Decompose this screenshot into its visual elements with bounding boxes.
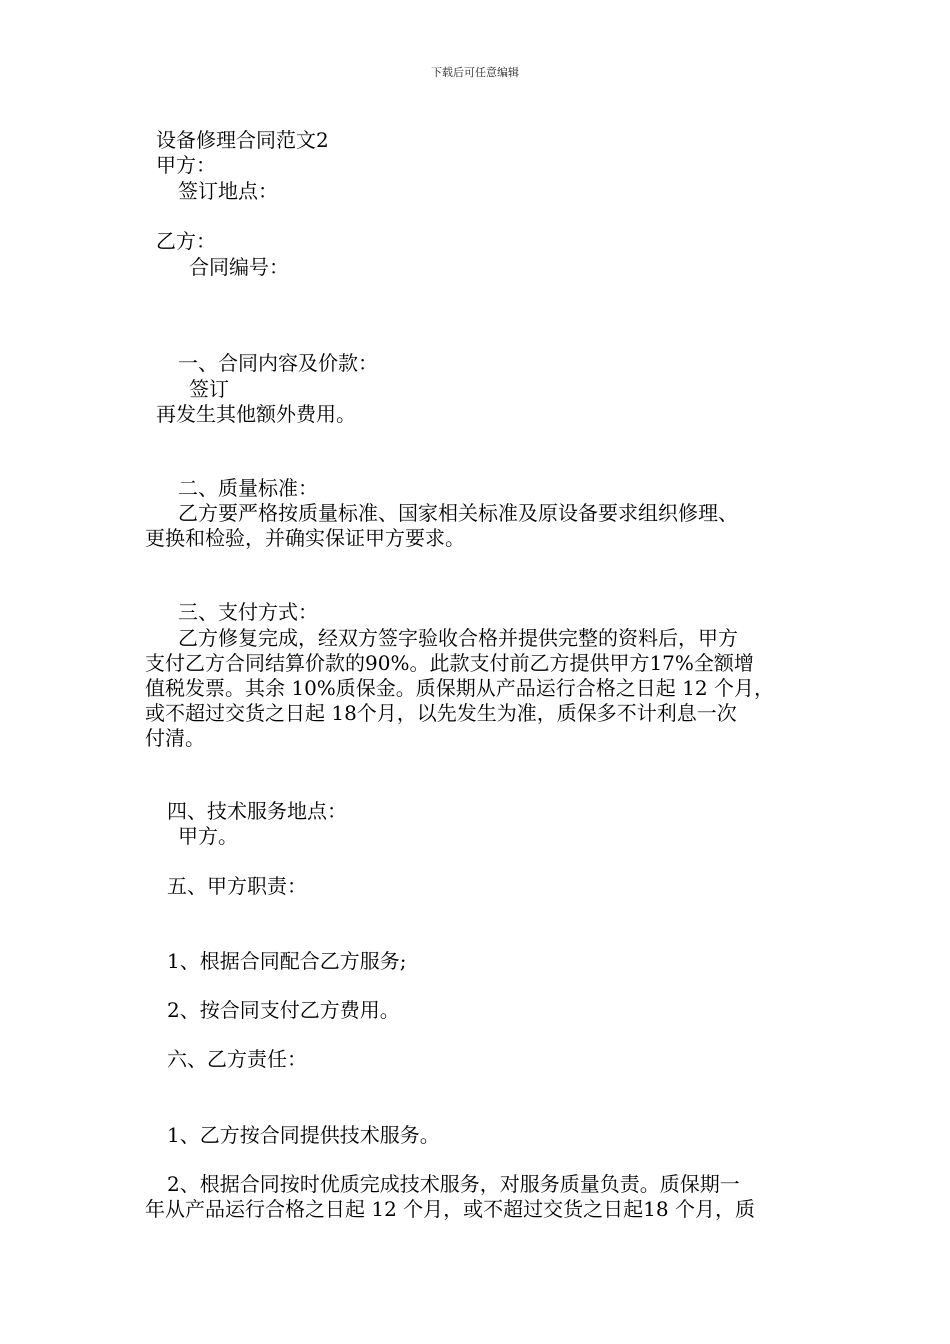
- sign-place-label: 签订地点：: [178, 179, 278, 203]
- section-5-heading: 五、甲方职责：: [167, 874, 307, 898]
- section-1-heading: 一、合同内容及价款：: [178, 351, 378, 375]
- section-5-item: 2、按合同支付乙方费用。: [167, 998, 400, 1022]
- section-3-line: 值税发票。其余 10%质保金。质保期从产品运行合格之日起 12 个月，: [145, 676, 774, 700]
- section-3-line: 乙方修复完成，经双方签字验收合格并提供完整的资料后，甲方: [178, 626, 738, 650]
- party-a-label: 甲方：: [156, 153, 216, 177]
- section-6-item-2-line: 年从产品运行合格之日起 12 个月，或不超过交货之日起18 个月，质: [145, 1197, 755, 1221]
- section-3-line: 支付乙方合同结算价款的90%。此款支付前乙方提供甲方17%全额增: [145, 651, 754, 675]
- section-5-item: 1、根据合同配合乙方服务;: [167, 949, 407, 973]
- section-2-heading: 二、质量标准：: [178, 476, 318, 500]
- section-1-line-2: 再发生其他额外费用。: [156, 402, 356, 426]
- section-3-heading: 三、支付方式：: [178, 600, 318, 624]
- section-1-line-1: 签订: [189, 377, 229, 401]
- section-4-heading: 四、技术服务地点：: [167, 799, 347, 823]
- page-header-note: 下载后可任意编辑: [431, 66, 519, 79]
- section-6-item-2-line: 2、根据合同按时优质完成技术服务，对服务质量负责。质保期一: [167, 1172, 740, 1196]
- section-6-item-1: 1、乙方按合同提供技术服务。: [167, 1123, 440, 1147]
- section-3-line: 或不超过交货之日起 18个月，以先发生为准，质保多不计利息一次: [145, 701, 737, 725]
- document-title: 设备修理合同范文2: [156, 128, 329, 152]
- section-4-line-1: 甲方。: [178, 824, 238, 848]
- section-3-line: 付清。: [145, 726, 205, 750]
- contract-number-label: 合同编号：: [189, 255, 289, 279]
- section-2-line: 乙方要严格按质量标准、国家相关标准及原设备要求组织修理、: [178, 501, 738, 525]
- section-2-line: 更换和检验，并确实保证甲方要求。: [145, 526, 465, 550]
- section-6-heading: 六、乙方责任：: [167, 1047, 307, 1071]
- party-b-label: 乙方：: [156, 229, 216, 253]
